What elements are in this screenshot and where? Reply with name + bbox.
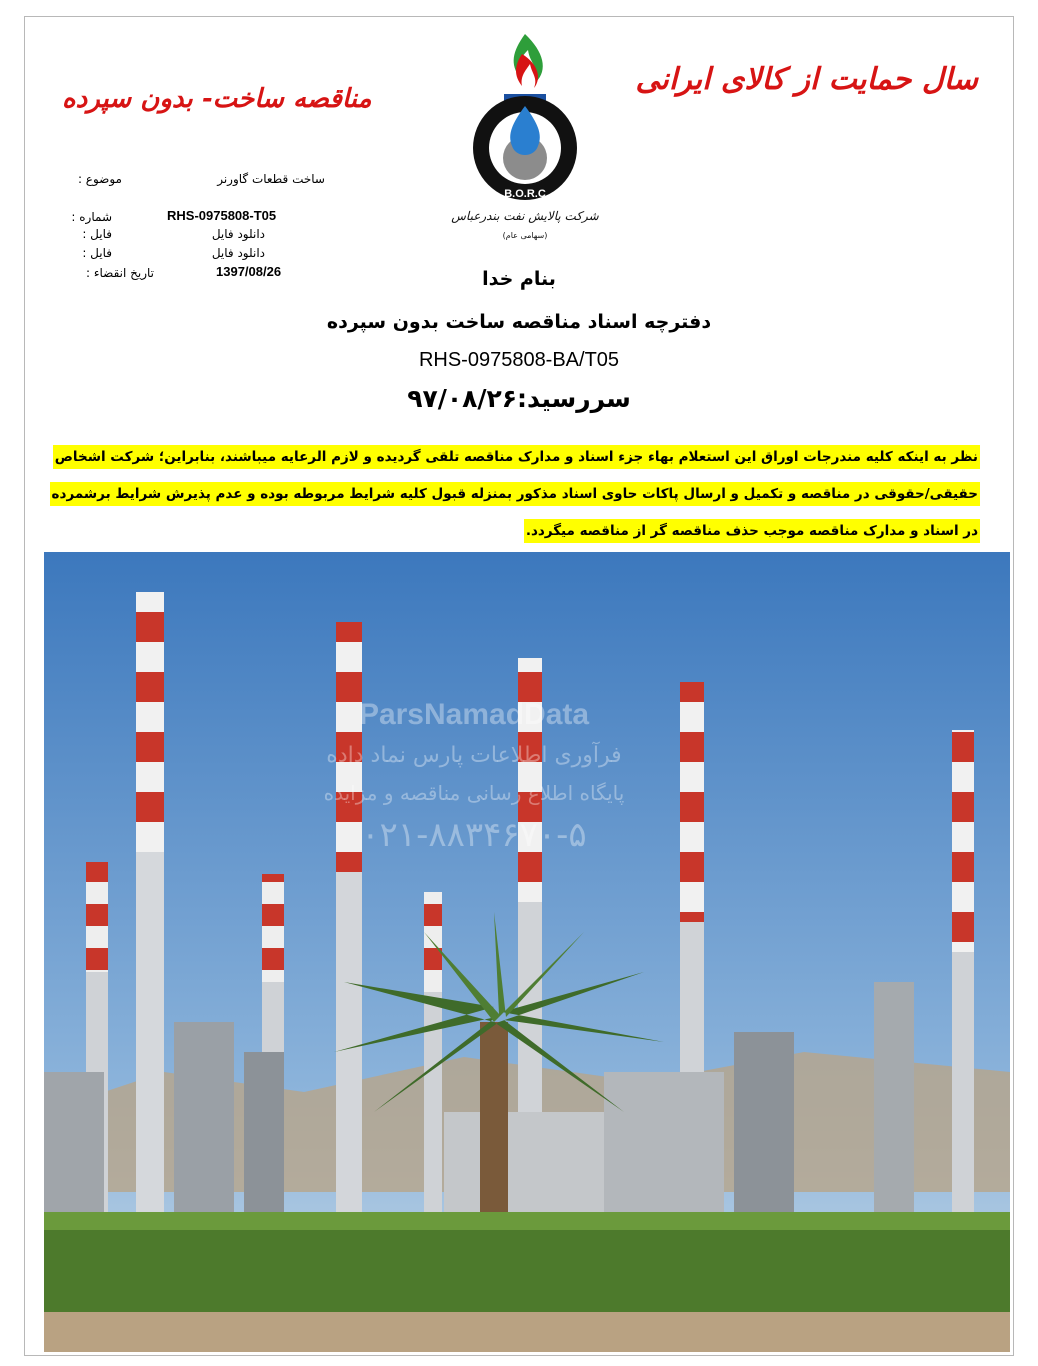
invocation: بنام خدا <box>482 268 556 290</box>
file-label-2: فایل : <box>82 246 112 260</box>
logo-name: شرکت پالایش نفت بندرعباس <box>451 209 599 223</box>
subject-value: ساخت قطعات گاورنر <box>217 172 325 186</box>
tender-type: مناقصه ساخت- بدون سپرده <box>62 84 372 114</box>
file-download-link-1[interactable]: دانلود فایل <box>211 227 265 241</box>
file-label-1: فایل : <box>82 227 112 241</box>
expiry-value: 1397/08/26 <box>216 264 282 279</box>
refinery-photo <box>44 552 1010 1352</box>
watermark-phone: ۰۲۱-۸۸۳۴۶۷۰-۵ <box>361 815 587 855</box>
document-title: دفترچه اسناد مناقصه ساخت بدون سپرده <box>326 311 712 333</box>
watermark-line-1: فرآوری اطلاعات پارس نماد داده <box>326 743 622 768</box>
slogan: سال حمایت از کالای ایرانی <box>635 62 978 97</box>
expiry-label: تاریخ انقضاء : <box>86 266 154 280</box>
deadline: سررسید:۹۷/۰۸/۲۶ <box>407 384 631 413</box>
notice-line-2: حقیقی/حقوقی در مناقصه و تکمیل و ارسال پاکات حاوی اسناد مذکور بمنزله قبول کلیه شرایط مربوطه بوده و عدم پذیرش شرایط برشمرده <box>50 486 980 502</box>
notice-line-1: نظر به اینکه کلیه مندرجات اوراق این استعلام بهاء جزء اسناد و مدارک مناقصه تلقی گردیده و لازم الرعایه میباشند، بنابراین؛ شرکت اشخاص <box>53 449 980 465</box>
number-label: شماره : <box>71 210 112 224</box>
file-download-link-2[interactable]: دانلود فایل <box>211 246 265 260</box>
document-code: RHS-0975808-BA/T05 <box>418 349 620 371</box>
notice-line-3: در اسناد و مدارک مناقصه موجب حذف مناقصه گر از مناقصه میگردد. <box>524 523 980 539</box>
logo-abbr: B.O.R.C <box>504 188 546 200</box>
watermark-brand: ParsNamadData <box>358 698 590 731</box>
borc-logo <box>450 30 600 250</box>
logo-sub: (سهامی عام) <box>502 231 548 240</box>
number-value: RHS-0975808-T05 <box>167 208 277 223</box>
subject-label: موضوع : <box>77 172 122 186</box>
refinery-illustration <box>44 552 1010 1352</box>
watermark-line-2: پایگاه اطلاع رسانی مناقصه و مزایده <box>323 781 625 805</box>
